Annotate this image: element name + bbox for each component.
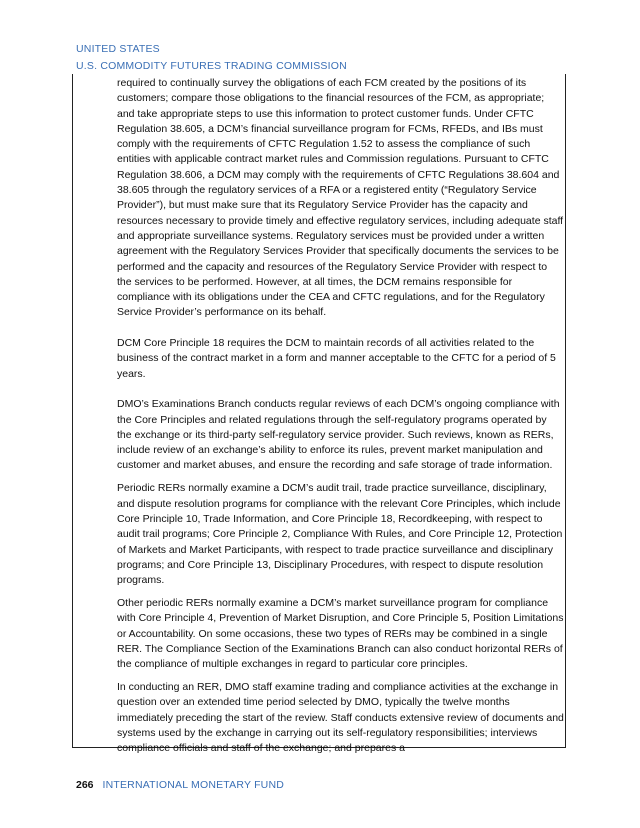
paragraph-periodic-rers: Periodic RERs normally examine a DCM’s audit trail, trade practice surveillance, disciplinary, and dispute resolution programs for compliance with the relevant Core Principles, which include Core Principle 10, Trade Information, and Core Principle 18, Recordkeeping, with respect to audit trail programs; Core Principle 2, Compliance With Rules, and Core Principle 12, Protection of Markets and Market Participants, with respect to trade practice surveillance and disciplinary programs; and Core Principle 13, Disciplinary Procedures, with respect to dispute resolution programs. xyxy=(117,482,563,587)
paragraph-financial-surveillance: required to continually survey the obligations of each FCM created by the positions of its customers; compare those obligations to the financial resources of the FCM, as appropriate; and take appropriate steps to use this information to protect customer funds. Under CFTC Regulation 38.605, a DCM’s financial surveillance program for FCMs, RFEDs, and IBs must comply with the requirements of CFTC Regulation 1.52 to assess the compliance of such entities with applicable contract market rules and Commission regulations. Pursuant to CFTC Regulation 38.606, a DCM may comply with the requirements of CFTC Regulations 38.604 and 38.605 through the regulatory services of a RFA or a registered entity (“Regulatory Service Provider”), but must make sure that its Regulatory Service Provider has the capacity and resources necessary to provide timely and effective regulatory services, including adequate staff and appropriate surveillance systems. Regulatory services must be provided under a written agreement with the Regulatory Services Provider that specifically documents the services to be performed and the capacity and resources of the Regulatory Service Provider with respect to the services to be performed. However, at all times, the DCM remains responsible for compliance with its obligations under the CEA and CFTC regulations, and for the Regulatory Service Provider’s performance on its behalf. xyxy=(117,77,564,319)
paragraph-other-rers: Other periodic RERs normally examine a DCM’s market surveillance program for compliance with Core Principle 4, Prevention of Market Disruption, and Core Principle 5, Position Limitations or Accountability. On some occasions, these two types of RERs may be combined in a single RER. The Compliance Section of the Examinations Branch can also conduct horizontal RERs of the compliance of multiple exchanges in regard to particular core principles. xyxy=(117,596,564,671)
page-footer xyxy=(76,779,284,791)
footer-org-name: INTERNATIONAL MONETARY FUND xyxy=(102,779,285,791)
header-agency: U.S. COMMODITY FUTURES TRADING COMMISSION xyxy=(76,60,347,72)
header-country: UNITED STATES xyxy=(76,43,160,55)
paragraph-examinations-branch: DMO’s Examinations Branch conducts regular reviews of each DCM’s ongoing compliance with the Core Principles and related regulations through the self-regulatory programs operated by the exchange or its third-party self-regulatory service provider. Such reviews, known as RERs, include review of an exchange’s ability to enforce its rules, prevent market manipulation and customer and market abuses, and ensure the recording and safe storage of trade information. xyxy=(117,398,560,472)
paragraph-core-principle-18: DCM Core Principle 18 requires the DCM to maintain records of all activities related to the business of the contract market in a form and manner acceptable to the CFTC for a period of 5 years. xyxy=(117,337,556,380)
paragraph-conducting-rer: In conducting an RER, DMO staff examine trading and compliance activities at the exchange in question over an extended time period selected by DMO, typically the twelve months immediately preceding the start of the review. Staff conducts extensive review of documents and systems used by the exchange in carrying out its self-regulatory responsibilities; interviews compliance officials and staff of the exchange; and prepares a xyxy=(117,681,564,755)
page-number: 266 xyxy=(76,779,94,791)
page-header xyxy=(76,41,347,75)
body-text xyxy=(117,76,564,764)
